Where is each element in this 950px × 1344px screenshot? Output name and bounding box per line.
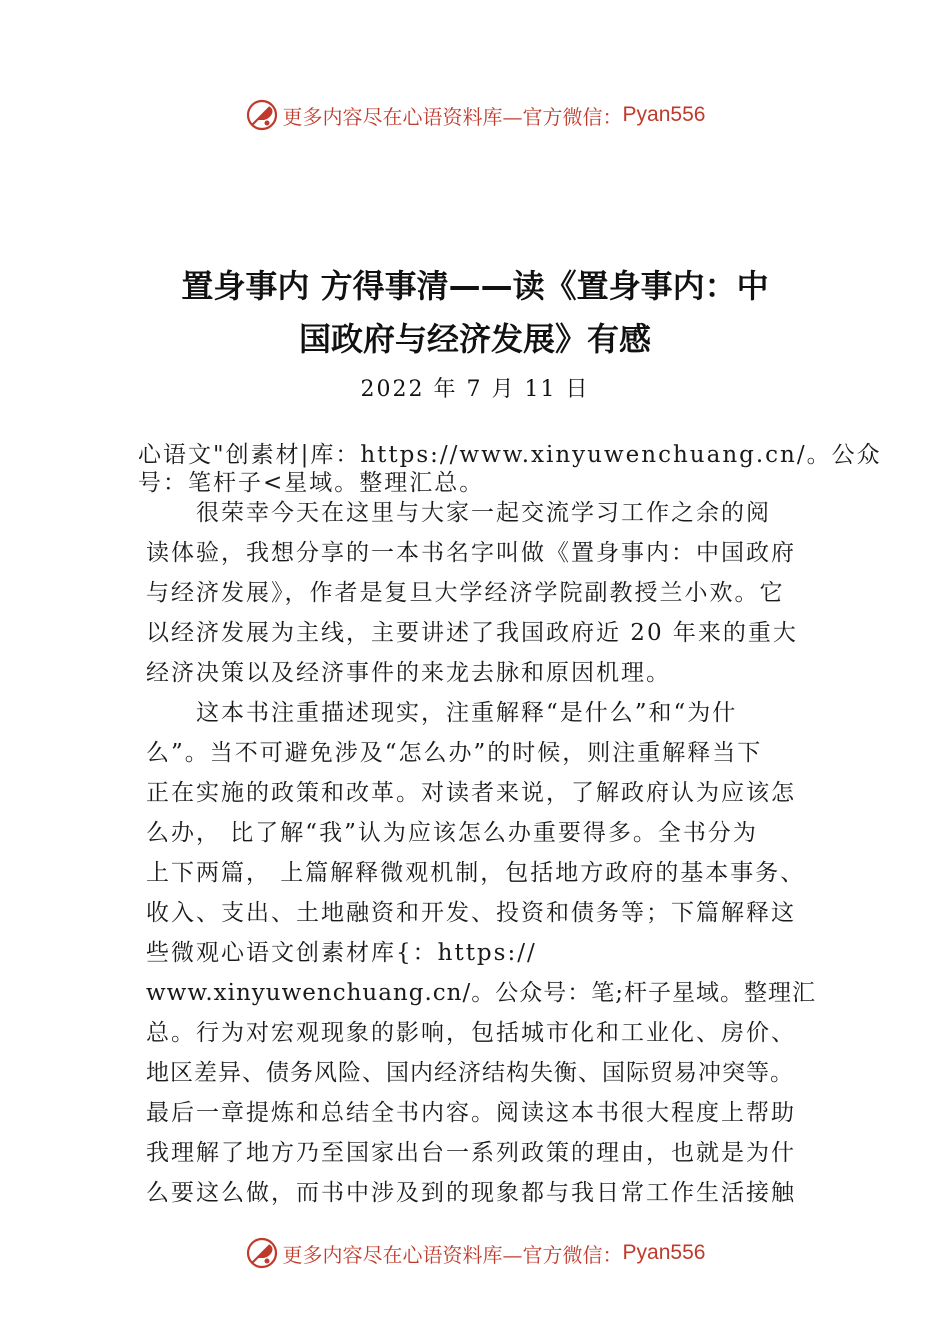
footer-banner: [0, 1233, 950, 1273]
body-line: 以经济发展为主线，主要讲述了我国政府近 20 年来的重大: [146, 620, 798, 646]
body-line: 收入、支出、土地融资和开发、投资和债务等；下篇解释这: [146, 900, 796, 926]
banner-text: 更多内容尽在心语资料库—官方微信：: [282, 104, 623, 129]
body-line: 些微观心语文创素材库{：https://: [146, 940, 537, 966]
publish-date: 2022 年 7 月 11 日: [360, 377, 590, 402]
body-line: 正在实施的政策和改革。对读者来说，了解政府认为应该怎: [146, 780, 796, 806]
body-line: 与经济发展》，作者是复旦大学经济学院副教授兰小欢。它: [146, 580, 785, 606]
quill-logo-icon: [245, 1236, 279, 1270]
source-note-line-2: 号：笔杆子<星域。整理汇总。: [138, 470, 485, 496]
banner-wechat-id: Pyan556: [622, 103, 706, 126]
body-line: 上下两篇， 上篇解释微观机制，包括地方政府的基本事务、: [146, 860, 806, 886]
body-line: 么要这么做，而书中涉及到的现象都与我日常工作生活接触: [146, 1180, 796, 1206]
body-line: 么”。当不可避免涉及“怎么办”的时候，则注重解释当下: [146, 740, 763, 766]
body-line: 我理解了地方乃至国家出台一系列政策的理由，也就是为什: [146, 1140, 796, 1166]
body-line: 么办， 比了解“我”认为应该怎么办重要得多。全书分为: [146, 820, 758, 846]
banner-wechat-id: Pyan556: [622, 1241, 706, 1264]
body-line: 经济决策以及经济事件的来龙去脉和原因机理。: [146, 660, 671, 686]
title-line-1: 置身事内 方得事清——读《置身事内：中: [181, 267, 769, 305]
body-line: 最后一章提炼和总结全书内容。阅读这本书很大程度上帮助: [146, 1100, 796, 1126]
quill-logo-icon: [245, 98, 279, 132]
page-title: [100, 260, 850, 366]
body-line: www.xinyuwenchuang.cn/。公众号：笔;杆子星域。整理汇: [146, 980, 816, 1006]
body-line: 读体验，我想分享的一本书名字叫做《置身事内：中国政府: [146, 540, 796, 566]
header-banner: [0, 95, 950, 135]
body-line: 很荣幸今天在这里与大家一起交流学习工作之余的阅: [196, 500, 771, 526]
banner-text: 更多内容尽在心语资料库—官方微信：: [282, 1242, 623, 1267]
body-line: 总。行为对宏观现象的影响，包括城市化和工业化、房价、: [146, 1020, 796, 1046]
source-note-line-1: 心语文"创素材|库：https://www.xinyuwenchuang.cn/。公众: [138, 442, 882, 468]
body-line: 地区差异、债务风险、国内经济结构失衡、国际贸易冲突等。: [146, 1060, 794, 1086]
title-line-2: 国政府与经济发展》有感: [298, 320, 651, 358]
body-line: 这本书注重描述现实，注重解释“是什么”和“为什: [196, 700, 738, 726]
